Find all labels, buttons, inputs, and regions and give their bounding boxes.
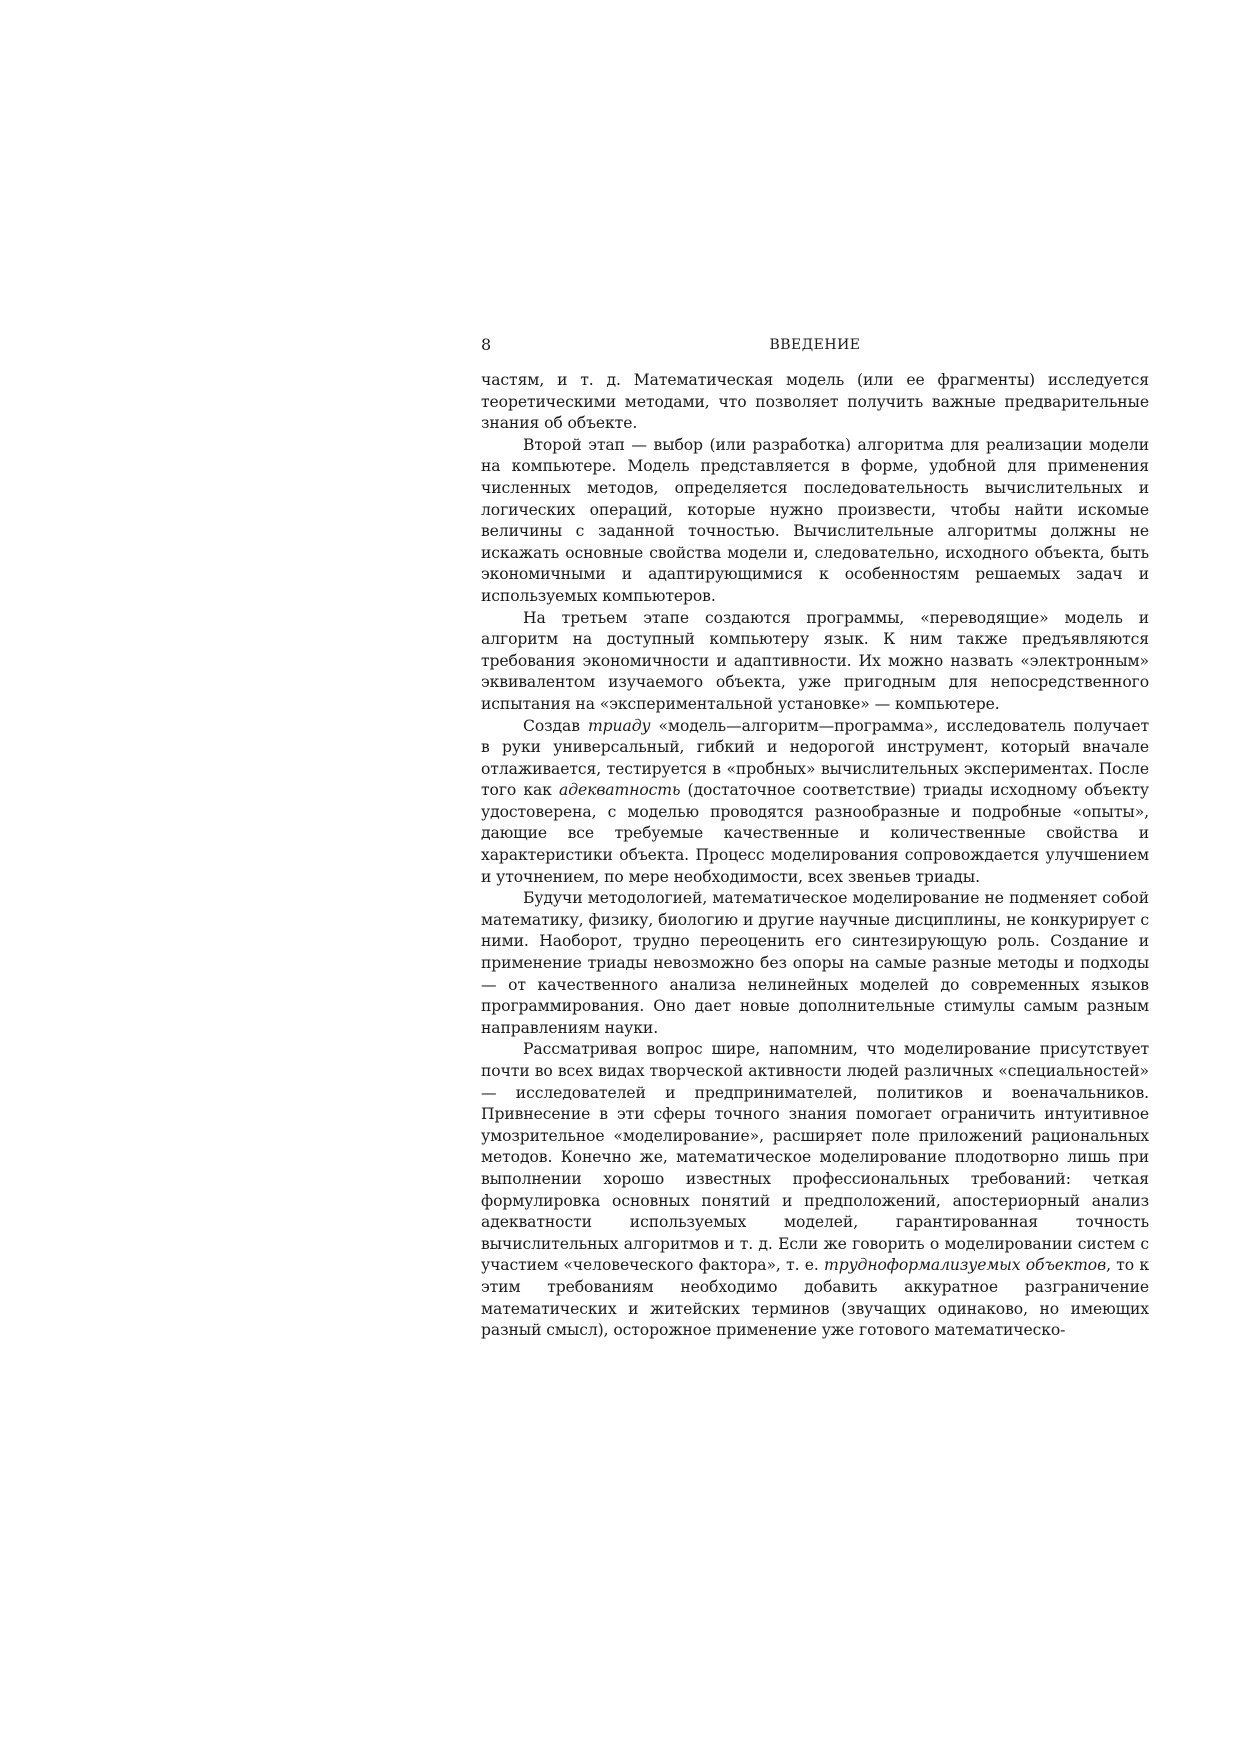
- running-head: [481, 333, 1149, 357]
- text-run: , то к этим требованиям необходимо добавить аккуратное разграничение математических и житейских терминов (звучащих одинаково, но имеющих разный смысл), осторожное применение уже готового математическо-: [481, 1256, 1149, 1340]
- emphasized-term: триаду: [587, 716, 651, 735]
- text-run: Второй этап — выбор (или разработка) алгоритма для реализации модели на компьютере. Модель представляется в форме, удобной для применения численных методов, определяется последовательность вычислительных и логических операций, которые нужно произвести, чтобы найти искомые величины с заданной точностью. Вычислительные алгоритмы должны не искажать основные свойства модели и, следовательно, исходного объекта, быть экономичными и адаптирующимися к особенностям решаемых задач и используемых компьютеров.: [481, 435, 1149, 605]
- body-text: [481, 370, 1149, 1342]
- page-number: 8: [481, 335, 492, 354]
- section-title: ВВЕДЕНИЕ: [769, 337, 861, 353]
- text-run: «модель—алгоритм—программа», исследователь получает в руки универсальный, гибкий и недорогой инструмент, который вначале отлаживается, тестируется в «пробных» вычислительных экспериментах. После того как: [481, 716, 1150, 800]
- paragraph: [481, 608, 1149, 716]
- book-page: [481, 333, 1149, 1342]
- text-run: Рассматривая вопрос шире, напомним, что моделирование присутствует почти во всех видах творческой активности людей различных «специальностей» — исследователей и предпринимателей, политиков и военачальников. Привнесение в эти сферы точного знания помогает ограничить интуитивное умозрительное «моделирование», расширяет поле приложений рациональных методов. Конечно же, математическое моделирование плодотворно лишь при выполнении хорошо известных профессиональных требований: четкая формулировка основных понятий и предположений, апостериорный анализ адекватности используемых моделей, гарантированная точность вычислительных алгоритмов и т. д. Если же говорить о моделировании систем с участием «человеческого фактора», т. е.: [481, 1040, 1149, 1275]
- paragraph: [481, 888, 1149, 1039]
- paragraph: [481, 370, 1149, 435]
- paragraph: [481, 435, 1149, 608]
- text-run: Будучи методологией, математическое моделирование не подменяет собой математику, физику, биологию и другие научные дисциплины, не конкурирует с ними. Наоборот, трудно переоценить его синтезирующую роль. Создание и применение триады невозможно без опоры на самые разные методы и подходы — от качественного анализа нелинейных моделей до современных языков программирования. Оно дает новые дополнительные стимулы самым разным направлениям науки.: [481, 889, 1149, 1037]
- emphasized-term: адекватность: [559, 781, 681, 800]
- text-run: На третьем этапе создаются программы, «переводящие» модель и алгоритм на доступный компьютеру язык. К ним также предъявляются требования экономичности и адаптивности. Их можно назвать «электронным» эквивалентом изучаемого объекта, уже пригодным для непосредственного испытания на «экспериментальной установке» — компьютере.: [481, 608, 1149, 713]
- paragraph: [481, 716, 1149, 889]
- paragraph: [481, 1039, 1149, 1341]
- text-run: (достаточное соответствие) триады исходному объекту удостоверена, с моделью проводятся разнообразные и подробные «опыты», дающие все требуемые качественные и количественные свойства и характеристики объекта. Процесс моделирования сопровождается улучшением и уточнением, по мере необходимости, всех звеньев триады.: [481, 781, 1149, 886]
- emphasized-term: трудноформализуемых объектов: [824, 1256, 1107, 1275]
- text-run: Создав: [523, 716, 588, 735]
- text-run: частям, и т. д. Математическая модель (или ее фрагменты) исследуется теоретическими методами, что позволяет получить важные предварительные знания об объекте.: [481, 371, 1149, 433]
